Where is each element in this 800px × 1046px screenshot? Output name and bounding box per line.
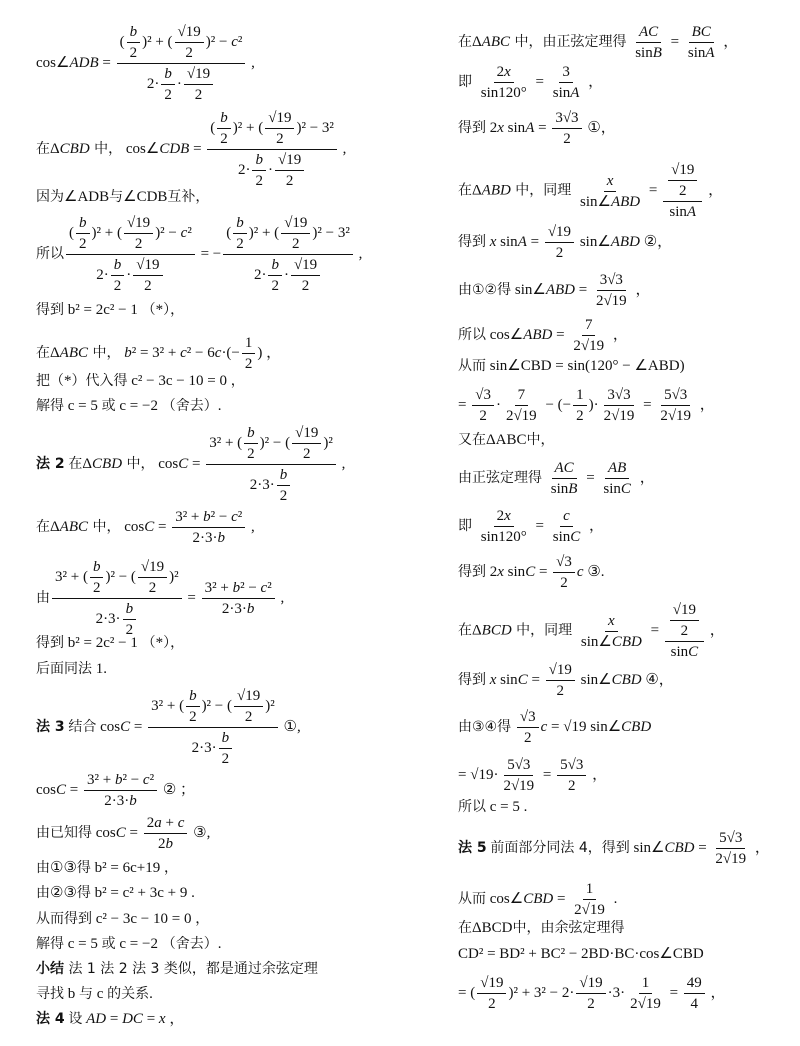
left-line-22: 寻找 b 与 c 的关系. xyxy=(36,986,153,1002)
right-line-17: = √19· $\frac{5√3}{2√19}$ = $\frac{5√3}{2}$ ， xyxy=(458,757,608,794)
right-line-18: 所以 c = 5 . xyxy=(458,799,528,815)
left-line-4: 所以 ( $\frac{b}{2}$ )² + ( $\frac{√19}{2}$ )² − c² 2· $\frac{b}{2}$ · $\frac{√19}{2}$ = − ( $\frac{b}{2}$ )² + ( $\frac{√19}{2}$ )² − 3² 2· $\frac{b}{2}$ · $\frac{√19}{2}$ , xyxy=(36,215,363,294)
left-line-7: 把（*）代入得 c² − 3c − 10 = 0 ， xyxy=(36,373,245,389)
right-line-21: 在ΔBCD中，由余弦定理得 xyxy=(458,920,625,936)
left-line-3: 因为∠ADB与∠CDB互补， xyxy=(36,189,210,205)
left-line-11: 由 3² + ( $\frac{b}{2}$ )² − ( $\frac{√19}{2}$ )² 2·3· $\frac{b}{2}$ = $\frac{\text{3² + b² − c²}}{2\cdot 3\cdot b}$ , xyxy=(36,559,285,638)
left-line-14: 法 3 结合 cosC = 3² + ( $\frac{b}{2}$ )² − ( $\frac{√19}{2}$ )² 2·3· $\frac{b}{2}$ ①, xyxy=(36,688,301,767)
right-line-8: 从而 sin∠CBD = sin(120° − ∠ABD) xyxy=(458,358,685,374)
right-line-13: 得到 2x sinC = $\frac{√3}{2}$ c ③. xyxy=(458,554,605,591)
right-line-2: 即 $\frac{2x}{\sin 120^\circ}$ = $\frac{3}{\sin A}$ ， xyxy=(458,64,604,101)
left-line-12: 得到 b² = 2c² − 1 （*）， xyxy=(36,635,185,651)
left-line-8: 解得 c = 5 或 c = −2 （舍去）. xyxy=(36,398,222,414)
left-line-18: 由②③得 b² = c² + 3c + 9 . xyxy=(36,885,195,901)
left-line-21: 小结 法 1 法 2 法 3 类似，都是通过余弦定理 xyxy=(36,961,318,977)
left-line-16: 由已知得 cosC = $\frac{2a + c}{2b}$ ③, xyxy=(36,815,211,852)
left-line-20: 解得 c = 5 或 c = −2 （舍去）. xyxy=(36,936,222,952)
left-line-13: 后面同法 1. xyxy=(36,661,107,677)
right-line-19: 法 5 前面部分同法 4，得到 sin∠CBD = $\frac{5√3}{2√19}$ ， xyxy=(458,830,770,867)
left-line-15: cosC = $\frac{\text{3² + b² − c²}}{2\cdot 3\cdot b}$ ② ； xyxy=(36,772,196,809)
right-line-20: 从而 cos∠CBD = $\frac{1}{2√19}$ . xyxy=(458,881,618,918)
right-line-15: 得到 x sinC = $\frac{√19}{2}$ sin∠CBD ④， xyxy=(458,662,674,699)
left-line-17: 由①③得 b² = 6c+19 ， xyxy=(36,860,178,876)
right-line-9: = $\frac{√3}{2}$ · $\frac{7}{2√19}$ − (− $\frac{1}{2}$ )· $\frac{3√3}{2√19}$ = $\frac{5√3}{2√19}$ ， xyxy=(458,387,715,424)
right-line-4: 在ΔABD 中，同理 $\frac{x}{\text{sin∠ABD}}$ = $\frac{\frac{√19}{2}}{\sin A}$ ， xyxy=(458,162,724,220)
right-line-22: CD² = BD² + BC² − 2BD·BC·cos∠CBD xyxy=(458,946,704,962)
left-line-2: 在ΔCBD 中， cos∠CDB = ( $\frac{b}{2}$ )² + ( $\frac{√19}{2}$ )² − 3² 2· $\frac{b}{2}$ · $\frac{√19}{2}$ , xyxy=(36,110,347,189)
left-line-1: cos∠ADB = ( $\frac{b}{2}$ )² + ( $\frac{√19}{2}$ )² − c² 2· $\frac{b}{2}$ · $\frac{√19}{2}$ , xyxy=(36,24,255,103)
right-line-3: 得到 2x sinA = $\frac{3√3}{2}$ ①， xyxy=(458,110,616,147)
right-line-23: = ( $\frac{√19}{2}$ )² + 3² − 2· $\frac{√19}{2}$ ·3· $\frac{1}{2√19}$ = $\frac{49}{4}$ ， xyxy=(458,975,726,1012)
right-line-5: 得到 x sinA = $\frac{√19}{2}$ sin∠ABD ②， xyxy=(458,224,673,261)
left-line-10: 在ΔABC 中， cosC = $\frac{\text{3² + b² − c²}}{2\cdot 3\cdot b}$ , xyxy=(36,509,255,546)
left-line-6: 在ΔABC 中， b² = 3² + c² − 6c·(− $\frac{1}{2}$ ) ， xyxy=(36,335,282,372)
left-line-23: 法 4 设 AD = DC = x ， xyxy=(36,1011,185,1027)
left-line-9: 法 2 在ΔCBD 中， cosC = 3² + ( $\frac{b}{2}$ )² − ( $\frac{√19}{2}$ )² 2·3· $\frac{b}{2}$ , xyxy=(36,425,346,504)
left-line-19: 从而得到 c² − 3c − 10 = 0 ， xyxy=(36,911,210,927)
right-line-1: 在ΔABC 中，由正弦定理得 $\frac{AC}{\sin B}$ = $\frac{BC}{\sin A}$ ， xyxy=(458,24,739,61)
right-line-14: 在ΔBCD 中，同理 $\frac{x}{\text{sin∠CBD}}$ = $\frac{\frac{√19}{2}}{\sin C}$ ， xyxy=(458,602,725,660)
right-line-10: 又在ΔABC中， xyxy=(458,432,555,448)
right-line-12: 即 $\frac{2x}{\sin 120^\circ}$ = $\frac{c}{\sin C}$ ， xyxy=(458,508,605,545)
left-line-5: 得到 b² = 2c² − 1 （*）， xyxy=(36,302,185,318)
right-line-7: 所以 cos∠ABD = $\frac{7}{2√19}$ ， xyxy=(458,317,628,354)
right-line-6: 由①②得 sin∠ABD = $\frac{3√3}{2√19}$ ， xyxy=(458,272,651,309)
right-line-16: 由③④得 $\frac{√3}{2}$ c = √19 sin∠CBD xyxy=(458,709,652,746)
right-line-11: 由正弦定理得 $\frac{AC}{\sin B}$ = $\frac{AB}{\sin C}$ ， xyxy=(458,460,655,497)
